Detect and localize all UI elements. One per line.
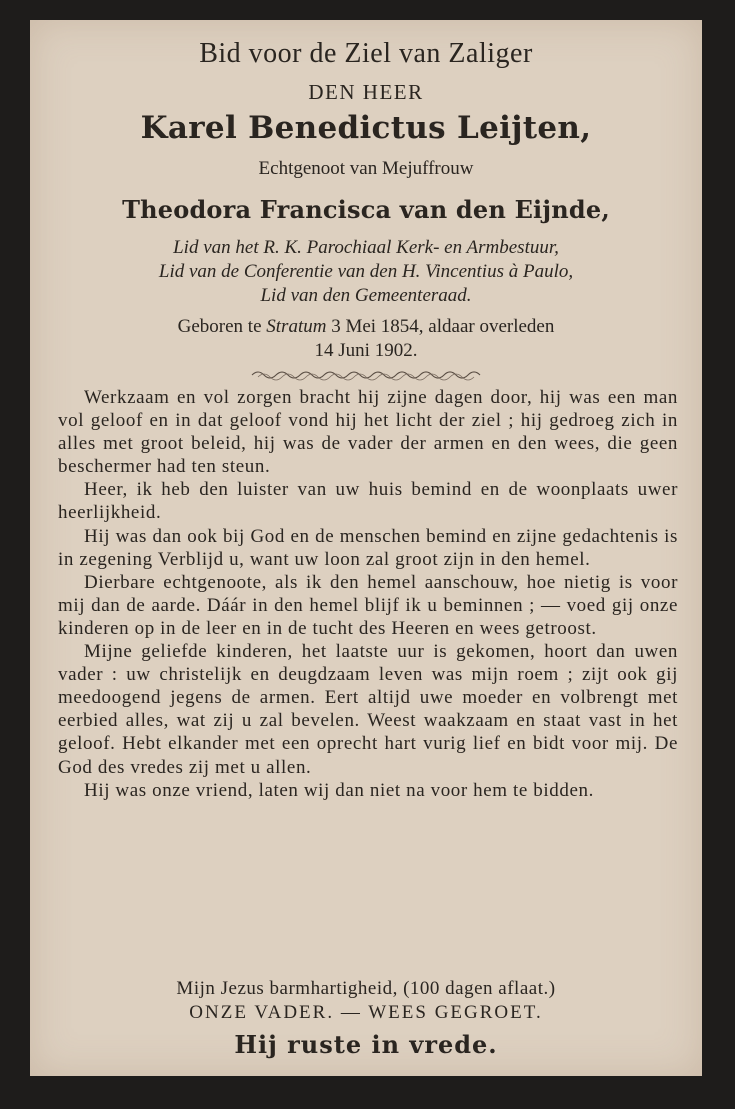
paragraph-spouse: Dierbare echtgenoote, als ik den hemel aanschouw, hoe nietig is voor mij dan de aarde. Dáár in den hemel blijf ik u beminnen ; — voed gij onze kinderen op in de leer en in de tucht des Heeren en wees getroost. <box>58 571 678 639</box>
role-church-board: Lid van het R. K. Parochiaal Kerk- en Armbestuur, <box>173 237 559 258</box>
birth-prefix: Geboren te <box>177 316 267 337</box>
role-council: Lid van den Gemeenteraad. <box>260 285 472 306</box>
paragraph-beloved: Hij was dan ook bij God en de menschen bemind en zijne gedachtenis is in zegening Verblijd u, want uw loon zal groot zijn in den hemel. <box>58 525 678 570</box>
paragraph-works: Werkzaam en vol zorgen bracht hij zijne dagen door, hij was een man vol geloof en in dat geloof vond hij het licht der ziel ; hij gedroeg zich in alles met groot beleid, hij was de vader der armen en den wees, die geen beschermer had ten steun. <box>58 387 678 478</box>
ornament-divider <box>250 368 482 382</box>
death-date: 14 Juni 1902. <box>314 340 418 361</box>
memorial-card <box>30 20 702 1076</box>
deceased-name: Karel Benedictus Leijten, <box>140 110 592 146</box>
spouse-intro: Echtgenoot van Mejuffrouw <box>258 158 474 179</box>
farewell: Hij ruste in vrede. <box>234 1030 498 1059</box>
body-text <box>58 386 678 802</box>
role-vincentius: Lid van de Conferentie van den H. Vincentius à Paulo, <box>158 261 574 282</box>
spouse-name: Theodora Francisca van den Eijnde, <box>122 195 610 224</box>
heading: Bid voor de Ziel van Zaliger <box>199 38 533 69</box>
indulgence-prayer: Mijn Jezus barmhartigheid, (100 dagen aflaat.) <box>176 978 556 999</box>
subheading: DEN HEER <box>308 80 424 104</box>
paragraph-children: Mijne geliefde kinderen, het laatste uur is gekomen, hoort dan uwen vader : uw christelijk en deugdzaam leven was mijn roem ; zijt ook gij meedoogend jegens de armen. Eert altijd uwe moeder en volbrengt met eerbied alles, wat zij u zal bevelen. Weest waakzaam en staat vast in het geloof. Hebt elkander met een oprecht hart vurig lief en bidt voor mij. De God des vredes zij met u allen. <box>58 641 678 778</box>
prayers: ONZE VADER. — WEES GEGROET. <box>189 1002 543 1023</box>
birth-place: Stratum <box>266 316 327 337</box>
paragraph-psalm: Heer, ik heb den luister van uw huis bemind en de woonplaats uwer heerlijkheid. <box>58 479 678 524</box>
paragraph-friend: Hij was onze vriend, laten wij dan niet na voor hem te bidden. <box>84 779 594 801</box>
birth-line <box>30 316 702 338</box>
birth-suffix: 3 Mei 1854, aldaar overleden <box>326 316 555 337</box>
